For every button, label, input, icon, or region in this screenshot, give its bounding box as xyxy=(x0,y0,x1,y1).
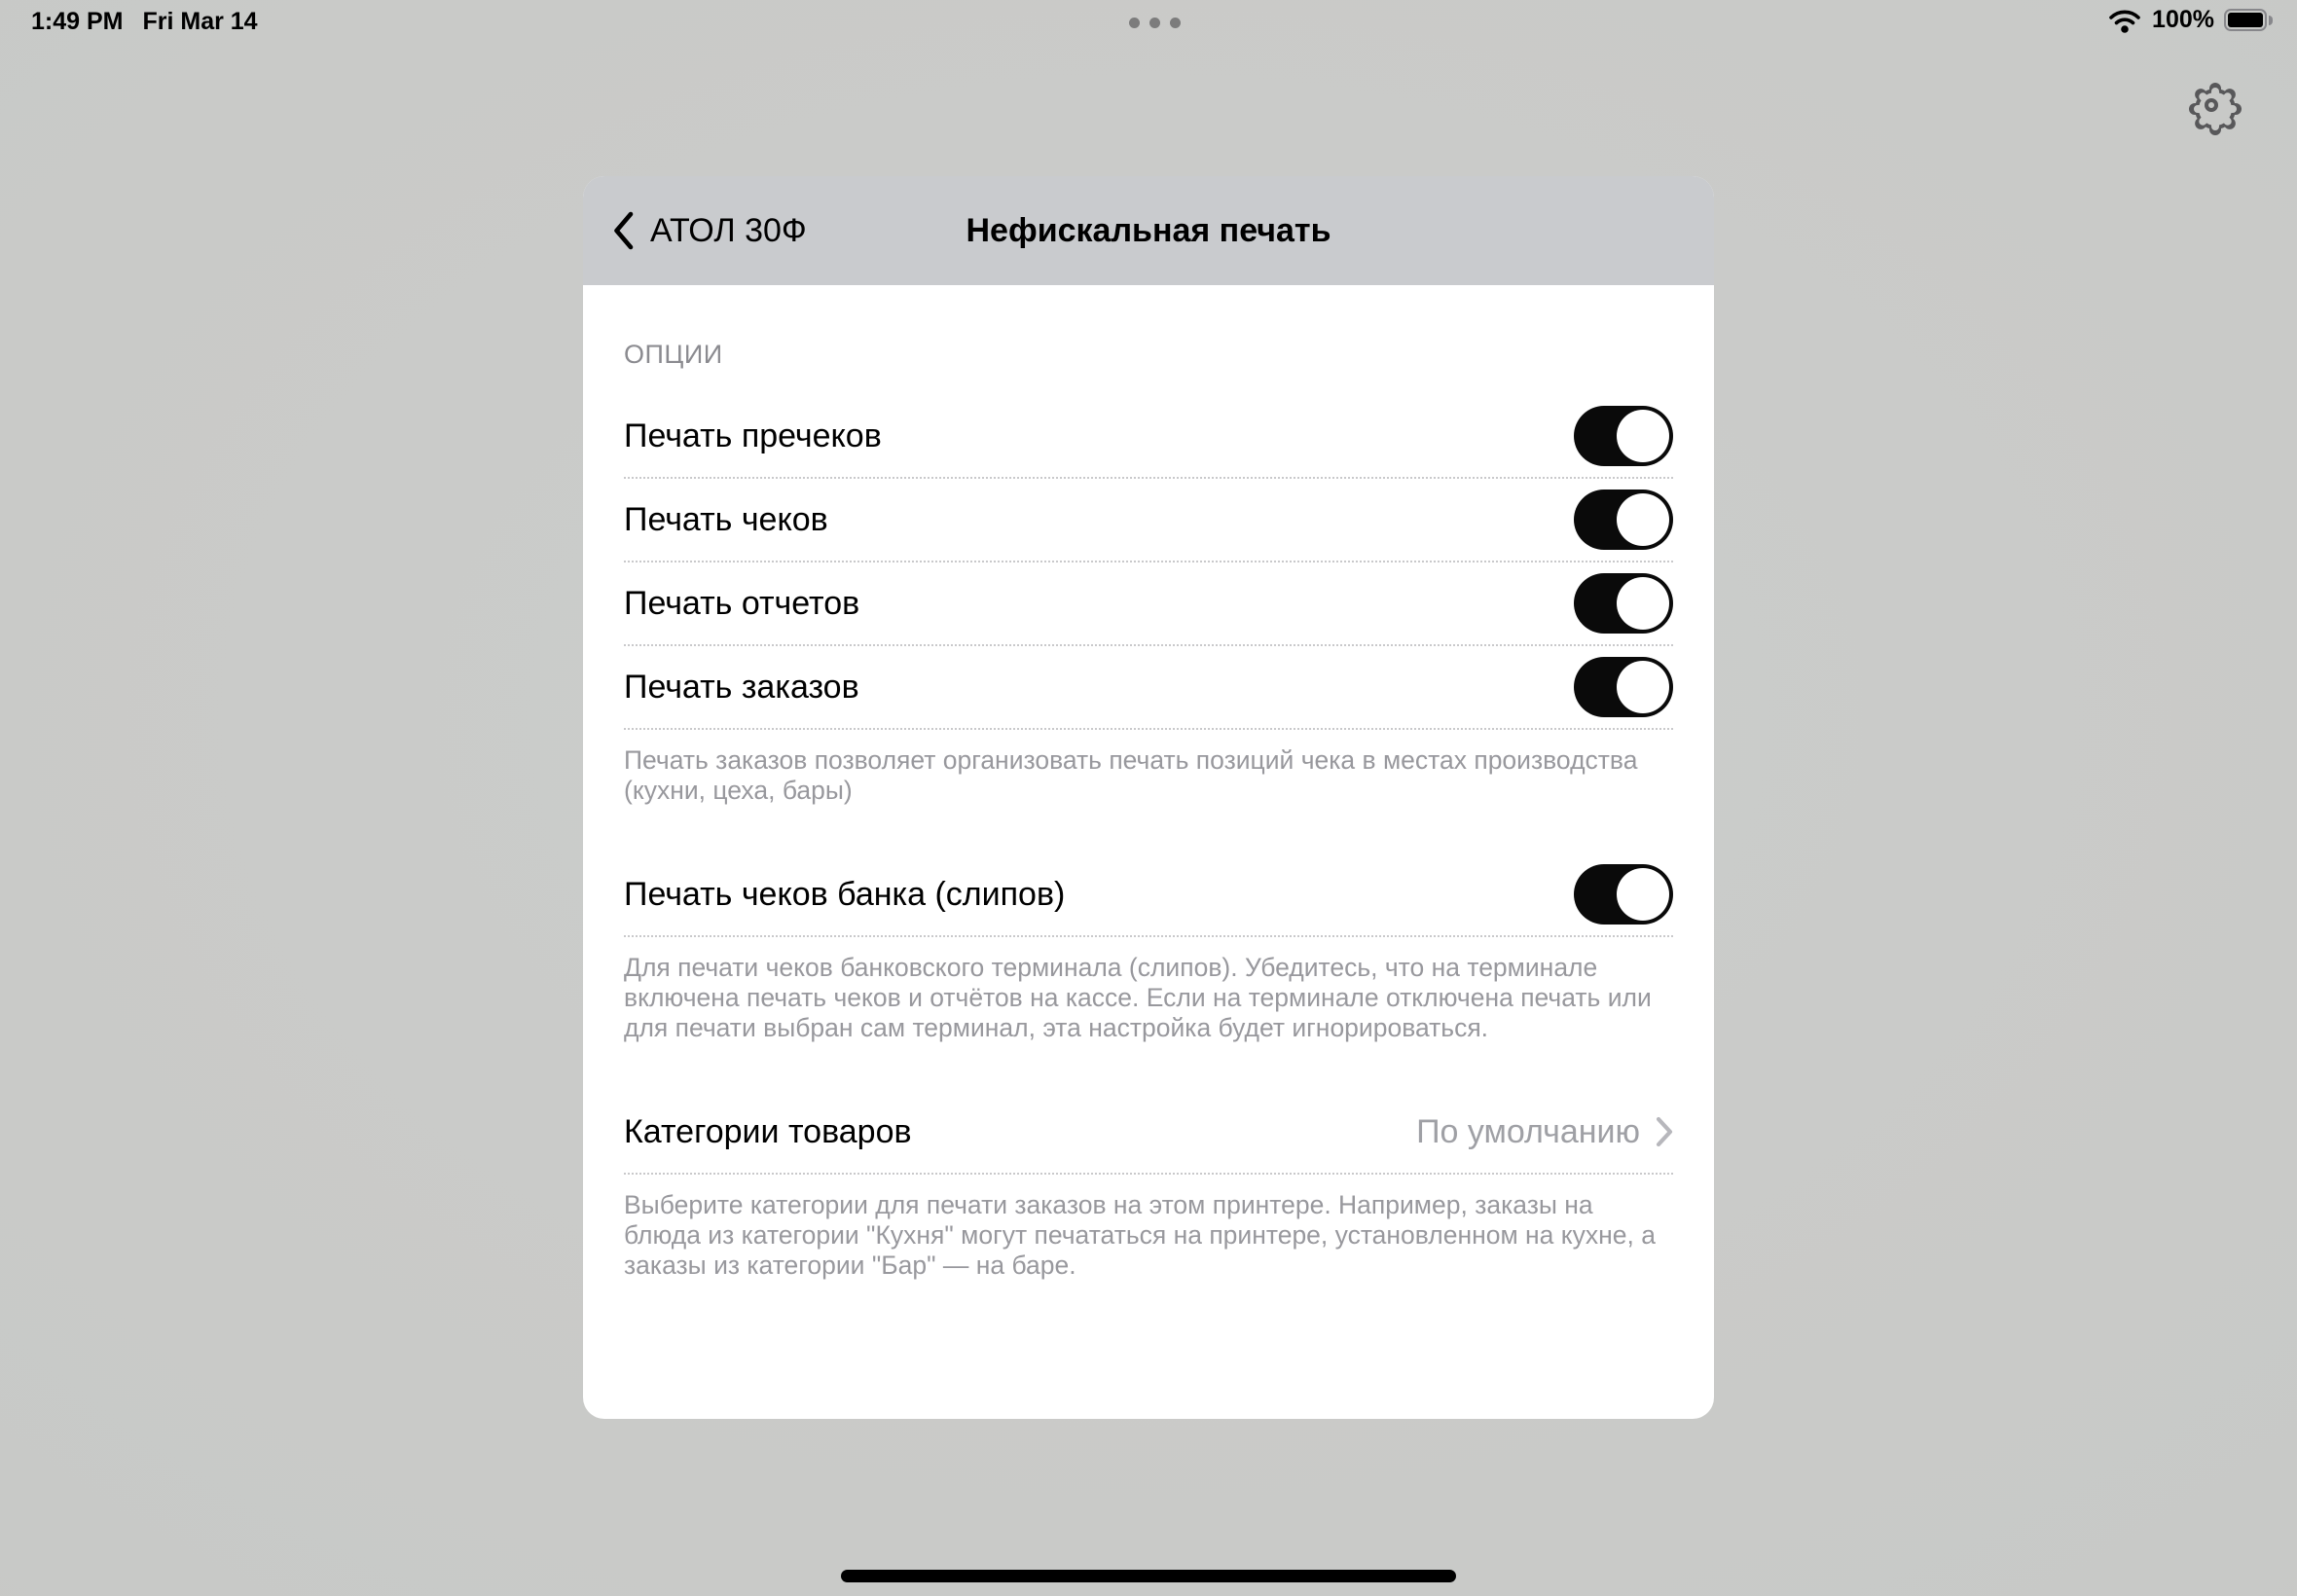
row-label: Печать пречеков xyxy=(624,417,882,454)
settings-gear-button[interactable] xyxy=(2188,82,2242,136)
multitask-ellipsis-icon[interactable] xyxy=(1129,18,1181,28)
row-label: Печать чеков xyxy=(624,500,828,538)
page-title: Нефискальная печать xyxy=(966,211,1331,249)
toggle-print-receipts[interactable] xyxy=(1574,490,1673,550)
printer-settings-modal xyxy=(583,176,1714,1419)
row-product-categories[interactable] xyxy=(624,1091,1673,1175)
status-time: 1:49 PM xyxy=(31,8,124,35)
status-date: Fri Mar 14 xyxy=(142,8,258,35)
back-label: АТОЛ 30Ф xyxy=(650,211,807,249)
row-label: Категории товаров xyxy=(624,1112,912,1150)
print-orders-description: Печать заказов позволяет организовать печать позиций чека в местах производства (кухни, цеха, бары) xyxy=(624,745,1638,805)
status-bar-right xyxy=(2107,6,2273,34)
chevron-right-icon xyxy=(1656,1116,1673,1147)
row-print-reports xyxy=(624,562,1673,646)
chevron-left-icon xyxy=(612,210,635,251)
home-indicator[interactable] xyxy=(841,1570,1456,1582)
product-categories-description: Выберите категории для печати заказов на этом принтере. Например, заказы на блюда из категории "Кухня" могут печататься на принтере, установленном на кухне, а заказы из категории "Бар" — на баре. xyxy=(624,1190,1657,1280)
bank-slips-description: Для печати чеков банковского терминала (слипов). Убедитесь, что на терминале включена печать чеков и отчётов на кассе. Если на терминале отключена печать или для печати выбран сам терминал, эта настройка будет игнорироваться. xyxy=(624,953,1652,1042)
toggle-print-orders[interactable] xyxy=(1574,657,1673,717)
row-label: Печать заказов xyxy=(624,668,859,706)
back-button[interactable] xyxy=(612,176,807,285)
status-bar-left xyxy=(31,8,258,36)
row-label: Печать отчетов xyxy=(624,584,860,622)
row-print-orders xyxy=(624,646,1673,730)
section-title: ОПЦИИ xyxy=(624,340,723,369)
toggle-print-bank-slips[interactable] xyxy=(1574,864,1673,925)
row-print-receipts xyxy=(624,479,1673,562)
modal-body xyxy=(583,340,1714,1281)
wifi-icon xyxy=(2107,7,2142,34)
product-categories-value: По умолчанию xyxy=(1416,1112,1640,1150)
row-print-prechecks xyxy=(624,395,1673,479)
toggle-print-reports[interactable] xyxy=(1574,573,1673,634)
row-print-bank-slips xyxy=(624,853,1673,937)
battery-percent: 100% xyxy=(2152,6,2214,33)
row-label: Печать чеков банка (слипов) xyxy=(624,875,1066,913)
toggle-print-prechecks[interactable] xyxy=(1574,406,1673,466)
battery-full-icon xyxy=(2224,9,2273,31)
modal-header xyxy=(583,176,1714,285)
